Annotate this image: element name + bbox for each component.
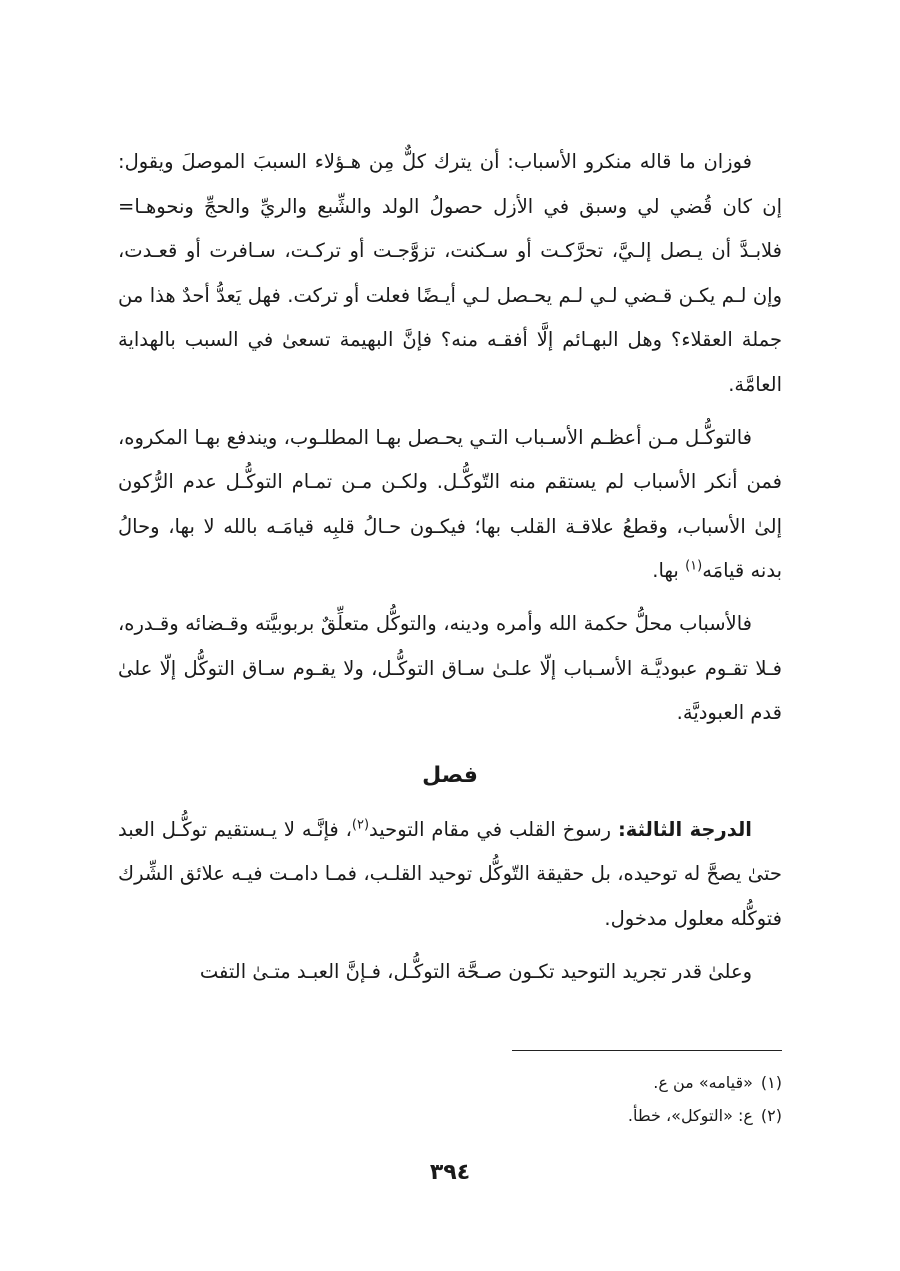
paragraph-4-text: رسوخ القلب في مقام التوحيد [369,817,618,841]
page-body [118,140,782,994]
paragraph-1: فوزان ما قاله منكرو الأسباب: أن يترك كلٌّ مِن هـؤلاء السببَ الموصلَ ويقول: إن كان قُضي لي وسبق في الأزل حصولُ الولد والشِّبع والريِّ والحجِّ ونحوهـا= فلابـدَّ أن يـصل إلـيَّ، تحرَّكـت أو سـكنت، تزوَّجـت أو تركـت، سـافرت أو قعـدت، وإن لـم يكـن قـضي لـي لـم يحـصل لـي أيـضًا فعلت أو تركت. فهل يَعدُّ أحدٌ هذا من جملة العقلاء؟ وهل البهـائم إلَّا أفقـه منه؟ فإنَّ البهيمة تسعىٰ في السبب بالهداية العامَّة. [118,150,782,396]
footnote-1-text: «قيامه» من ع. [653,1073,753,1092]
footnote-1 [118,1066,782,1099]
page-number: ٣٩٤ [429,1160,471,1185]
footnote-1-number: (١) [760,1073,782,1092]
footnote-ref-1[interactable]: (١) [685,558,703,574]
paragraph-4 [118,808,782,942]
paragraph-2 [118,416,782,594]
footnote-divider [512,1050,782,1051]
footnote-2-number: (٢) [760,1106,782,1125]
footnote-ref-2[interactable]: (٢) [351,817,370,833]
footnotes [118,1066,782,1132]
paragraph-2-end: بها. [652,559,686,583]
paragraph-2-text: فالتوكُّـل مـن أعظـم الأسـباب التـي يحـصل بهـا المطلـوب، ويندفع بهـا المكروه، فمن أنكر الأسباب لم يستقم منه التّوكُّـل. ولكـن مـن تمـام التوكُّـل عدم الرُّكون إلىٰ الأسباب، وقطعُ علاقـة القلب بها؛ فيكـون حـالُ قلبِه قيامَـه بالله لا بها، وحالُ بدنه قيامَه [118,425,782,583]
section-title: فصل [422,762,478,788]
paragraph-4-end: ، فإنَّـه لا يـستقيم توكُّـل العبد حتىٰ يصحَّ له توحيده، بل حقيقة التّوكُّل توحيد القلـب، فمـا دامـت فيـه علائق الشِّرك فتوكُّله معلول مدخول. [118,817,782,930]
footnote-2-text: ع: «التوكل»، خطأ. [627,1106,753,1125]
footnote-2 [118,1099,782,1132]
paragraph-5: وعلىٰ قدر تجريد التوحيد تكـون صـحَّة التوكُّـل، فـإنَّ العبـد متـىٰ التفت [199,959,752,983]
paragraph-3: فالأسباب محلُّ حكمة الله وأمره ودينه، والتوكُّل متعلِّقٌ بربوبيَّته وقـضائه وقـدره، فـلا تقـوم عبوديَّـة الأسـباب إلّا علـىٰ سـاق التوكُّـل، ولا يقـوم سـاق التوكُّل إلّا علىٰ قدم العبوديَّة. [118,611,782,725]
degree-heading: الدرجة الثالثة: [617,817,752,841]
